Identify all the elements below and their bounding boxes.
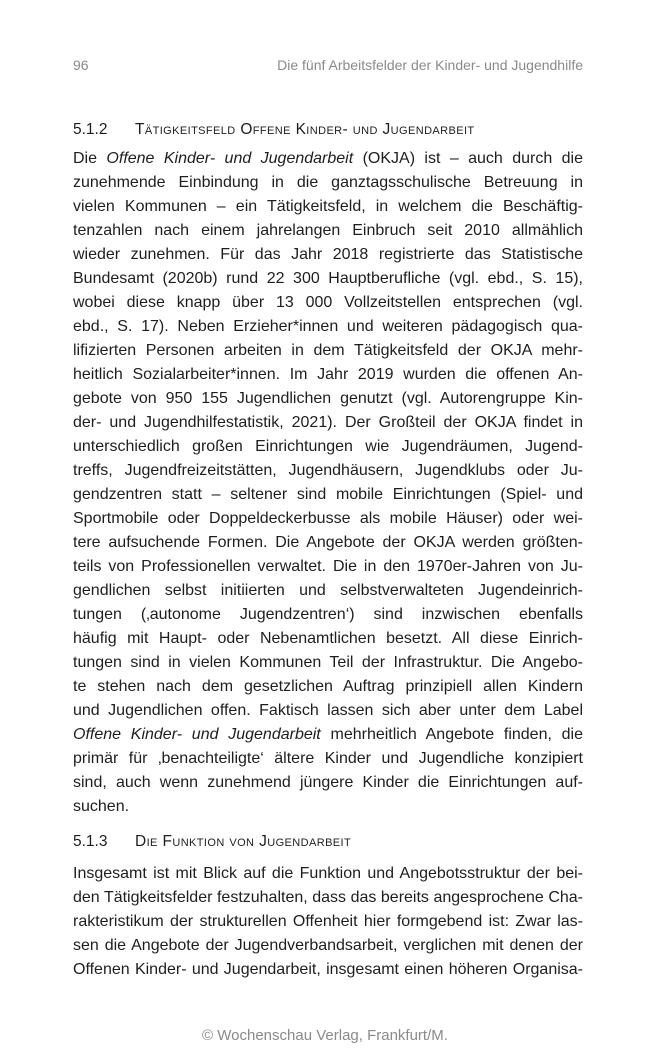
text-line: Sportmobile oder Doppeldeckerbusse als mobile Häuser) oder wei- — [73, 510, 583, 527]
text-line: ebd., S. 17). Neben Erzieher*innen und weiteren pädagogisch qua- — [73, 318, 583, 335]
text-line: tungen (‚autonome Jugendzentren‘) sind inzwischen ebenfalls — [73, 606, 583, 623]
text-line: gendlichen selbst initiierten und selbstverwalteten Jugendeinrich- — [73, 582, 583, 599]
text-line: Bundesamt (2020b) rund 22 300 Hauptberufliche (vgl. ebd., S. 15), — [73, 270, 583, 287]
text-line: tenzahlen nach einem jahrelangen Einbruch seit 2010 allmählich — [73, 222, 583, 239]
text-line: unterschiedlich großen Einrichtungen wie Jugendräumen, Jugend- — [73, 438, 583, 455]
section-paragraph — [73, 147, 583, 819]
text-line: treffs, Jugendfreizeitstätten, Jugendhäusern, Jugendklubs oder Ju- — [73, 462, 583, 479]
running-title: Die fünf Arbeitsfelder der Kinder- und Jugendhilfe — [277, 57, 583, 73]
text-line: rakteristikum der strukturellen Offenheit hier formgebend ist: Zwar las- — [73, 913, 583, 930]
page-header — [73, 57, 583, 77]
text-line: gebote von 950 155 Jugendlichen genutzt (vgl. Autorengruppe Kin- — [73, 390, 583, 407]
text-line: lifizierten Personen arbeiten in dem Tätigkeitsfeld der OKJA mehr- — [73, 342, 583, 359]
section-title: Die Funktion von Jugendarbeit — [135, 833, 352, 850]
section-number: 5.1.3 — [73, 833, 108, 850]
section-paragraph — [73, 862, 583, 982]
text-line: Offene Kinder- und Jugendarbeit mehrheitlich Angebote finden, die — [73, 726, 583, 743]
text-line: wobei diese knapp über 13 000 Vollzeitstellen entsprechen (vgl. — [73, 294, 583, 311]
text-line: suchen. — [73, 798, 130, 815]
text-line: sen die Angebote der Jugendverbandsarbeit, verglichen mit denen der — [73, 937, 583, 954]
text-line: Offenen Kinder- und Jugendarbeit, insgesamt einen höheren Organisa- — [73, 961, 583, 978]
text-line: gendzentren statt – seltener sind mobile Einrichtungen (Spiel- und — [73, 486, 583, 503]
text-line: vielen Kommunen – ein Tätigkeitsfeld, in welchem die Beschäftig- — [73, 198, 583, 215]
section-title: Tätigkeitsfeld Offene Kinder- und Jugendarbeit — [135, 121, 475, 138]
text-line: primär für ‚benachteiligte‘ ältere Kinder und Jugendliche konzipiert — [73, 750, 583, 767]
text-line: den Tätigkeitsfelder festzuhalten, dass das bereits angesprochene Cha- — [73, 889, 583, 906]
section-heading — [73, 118, 583, 142]
text-line: und Jugendlichen offen. Faktisch lassen sich aber unter dem Label — [73, 702, 583, 719]
text-line: heitlich Sozialarbeiter*innen. Im Jahr 2019 wurden die offenen An- — [73, 366, 583, 383]
copyright-footer: © Wochenschau Verlag, Frankfurt/M. — [202, 1027, 448, 1044]
text-line: sind, auch wenn zunehmend jüngere Kinder die Einrichtungen auf- — [73, 774, 583, 791]
page-content — [73, 118, 583, 982]
text-line: häufig mit Haupt- oder Nebenamtlichen besetzt. All diese Einrich- — [73, 630, 583, 647]
section-number: 5.1.2 — [73, 121, 108, 138]
page-number: 96 — [73, 57, 89, 73]
text-line: teils von Professionellen verwaltet. Die in den 1970er-Jahren von Ju- — [73, 558, 583, 575]
text-line: tungen sind in vielen Kommunen Teil der Infrastruktur. Die Angebo- — [73, 654, 583, 671]
text-line: tere aufsuchende Formen. Die Angebote der OKJA werden größten- — [73, 534, 583, 551]
text-line: der- und Jugendhilfestatistik, 2021). Der Großteil der OKJA findet in — [73, 414, 583, 431]
text-line: wieder zunehmen. Für das Jahr 2018 registrierte das Statistische — [73, 246, 583, 263]
text-line: Insgesamt ist mit Blick auf die Funktion und Angebotsstruktur der bei- — [73, 865, 583, 882]
text-line: Die Offene Kinder- und Jugendarbeit (OKJA) ist – auch durch die — [73, 150, 584, 167]
text-line: zunehmende Einbindung in die ganztagsschulische Betreuung in — [73, 174, 583, 191]
section-heading — [73, 830, 583, 854]
text-line: te stehen nach dem gesetzlichen Auftrag prinzipiell allen Kindern — [73, 678, 583, 695]
